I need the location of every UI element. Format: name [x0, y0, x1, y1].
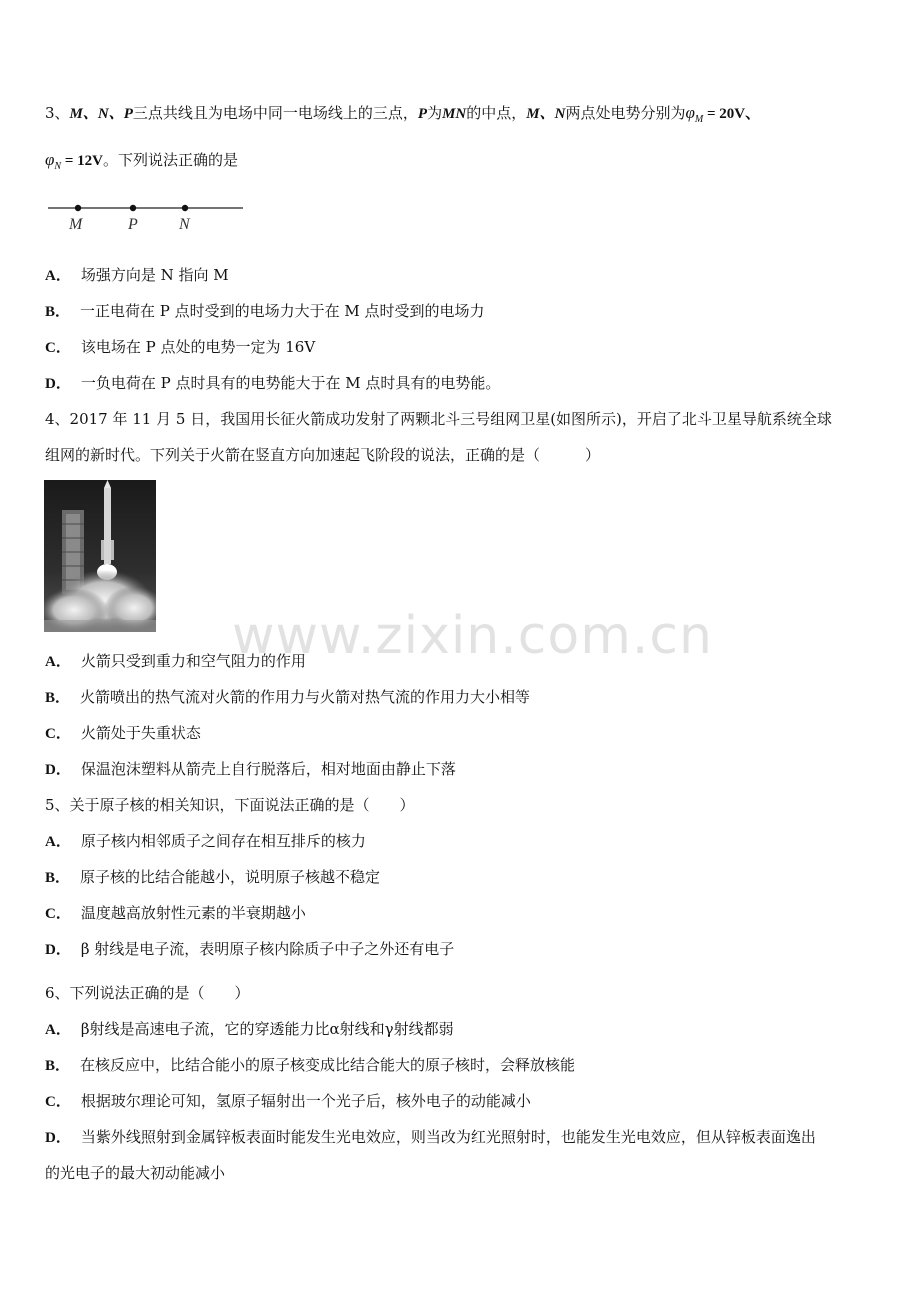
option-label: B．	[45, 1058, 71, 1074]
q3-var-p: P	[417, 106, 428, 122]
watermark: www.zixin.com.cn	[232, 606, 713, 666]
q6-option-c[interactable]	[45, 1091, 531, 1112]
q5-option-c[interactable]	[45, 903, 306, 924]
label-p: P	[128, 216, 138, 233]
q3-text-c: 的中点，	[466, 104, 527, 122]
option-text: 火箭处于失重状态	[80, 724, 201, 742]
option-text: 保温泡沫塑料从箭壳上自行脱落后，相对地面由静止下落	[80, 760, 456, 778]
option-text: β射线是高速电子流，它的穿透能力比α射线和γ射线都弱	[80, 1020, 454, 1038]
q3-stem-line1	[45, 103, 760, 130]
q4-stem-line2	[45, 445, 600, 465]
phi-n-symbol: φ	[45, 150, 55, 169]
option-label: B．	[45, 690, 71, 706]
option-label: C．	[45, 340, 71, 356]
point-p	[130, 205, 136, 211]
option-text: 火箭只受到重力和空气阻力的作用	[80, 652, 306, 670]
q3-text-d: 两点处电势分别为	[565, 104, 686, 122]
q3-option-d[interactable]	[45, 373, 500, 394]
rocket-launch-photo	[44, 480, 156, 632]
option-text: 火箭喷出的热气流对火箭的作用力与火箭对热气流的作用力大小相等	[80, 688, 531, 706]
q4-stem-line1	[45, 409, 832, 429]
q6-option-d-cont	[45, 1163, 225, 1183]
q3-option-b[interactable]	[45, 301, 485, 322]
phi-n-subscript: N	[54, 161, 62, 172]
option-text: 一负电荷在 P 点时具有的电势能大于在 M 点时具有的电势能。	[80, 374, 501, 392]
option-label: A．	[45, 268, 71, 284]
option-label: A．	[45, 1022, 71, 1038]
q6-option-b[interactable]	[45, 1055, 575, 1076]
option-label: C．	[45, 726, 71, 742]
option-text: 该电场在 P 点处的电势一定为 16V	[80, 338, 316, 356]
option-label: B．	[45, 304, 71, 320]
option-label: A．	[45, 654, 71, 670]
option-text: 温度越高放射性元素的半衰期越小	[80, 904, 306, 922]
option-label: C．	[45, 906, 71, 922]
point-m	[75, 205, 81, 211]
q3-text-b: 为	[427, 104, 443, 122]
q3-vars: M、N、P	[69, 106, 133, 122]
q4-option-b[interactable]	[45, 687, 530, 708]
option-label: D．	[45, 762, 71, 778]
option-text: 在核反应中，比结合能小的原子核变成比结合能大的原子核时，会释放核能	[80, 1056, 576, 1074]
phi-m-subscript: M	[694, 114, 704, 125]
phi-m-symbol: φ	[685, 103, 695, 122]
option-text: 原子核的比结合能越小，说明原子核越不稳定	[80, 868, 381, 886]
option-label: D．	[45, 1130, 71, 1146]
q3-question: 。下列说法正确的是	[102, 151, 238, 169]
q3-var-mn: MN	[442, 106, 467, 122]
label-m: M	[69, 216, 83, 233]
option-text: 场强方向是 N 指向 M	[80, 266, 229, 284]
q4-option-a[interactable]	[45, 651, 306, 672]
option-label: D．	[45, 376, 71, 392]
q4-option-c[interactable]	[45, 723, 201, 744]
q4-text-1: 2017 年 11 月 5 日，我国用长征火箭成功发射了两颗北斗三号组网卫星(如图所示)，开启了北斗卫星导航系统全球	[69, 410, 832, 428]
q3-text-a: 三点共线且为电场中同一电场线上的三点，	[132, 104, 418, 122]
q6-option-a[interactable]	[45, 1019, 454, 1040]
q4-text-2: 组网的新时代。下列关于火箭在竖直方向加速起飞阶段的说法，正确的是（ ）	[45, 446, 601, 464]
q3-number: 3、	[45, 104, 70, 122]
option-text: 一正电荷在 P 点时受到的电场力大于在 M 点时受到的电场力	[80, 302, 485, 320]
option-text-cont: 的光电子的最大初动能减小	[45, 1164, 226, 1182]
field-line-diagram	[45, 198, 250, 234]
q5-option-d[interactable]	[45, 939, 454, 960]
option-label: D．	[45, 942, 71, 958]
option-label: A．	[45, 834, 71, 850]
q6-stem	[45, 983, 250, 1003]
q3-stem-line2	[45, 150, 238, 177]
q3-var-mn2: M、N	[526, 106, 566, 122]
option-text: 原子核内相邻质子之间存在相互排斥的核力	[80, 832, 366, 850]
point-n	[182, 205, 188, 211]
q5-text: 5、关于原子核的相关知识，下面说法正确的是（ ）	[45, 796, 415, 814]
option-text: β 射线是电子流，表明原子核内除质子中子之外还有电子	[80, 940, 455, 958]
q4-option-d[interactable]	[45, 759, 456, 780]
option-text: 根据玻尔理论可知，氢原子辐射出一个光子后，核外电子的动能减小	[80, 1092, 531, 1110]
phi-m-value: = 20V、	[703, 106, 761, 122]
q5-option-a[interactable]	[45, 831, 366, 852]
q5-stem	[45, 795, 415, 815]
q6-text: 6、下列说法正确的是（ ）	[45, 984, 250, 1002]
q3-option-c[interactable]	[45, 337, 315, 358]
option-label: B．	[45, 870, 71, 886]
q5-option-b[interactable]	[45, 867, 380, 888]
phi-n-value: = 12V	[61, 153, 103, 169]
label-n: N	[179, 216, 190, 233]
q4-number: 4、	[45, 410, 70, 428]
option-text: 当紫外线照射到金属锌板表面时能发生光电效应，则当改为红光照射时，也能发生光电效应，但从锌板表面逸出	[80, 1128, 816, 1146]
q6-option-d[interactable]	[45, 1127, 816, 1148]
option-label: C．	[45, 1094, 71, 1110]
q3-option-a[interactable]	[45, 265, 229, 286]
